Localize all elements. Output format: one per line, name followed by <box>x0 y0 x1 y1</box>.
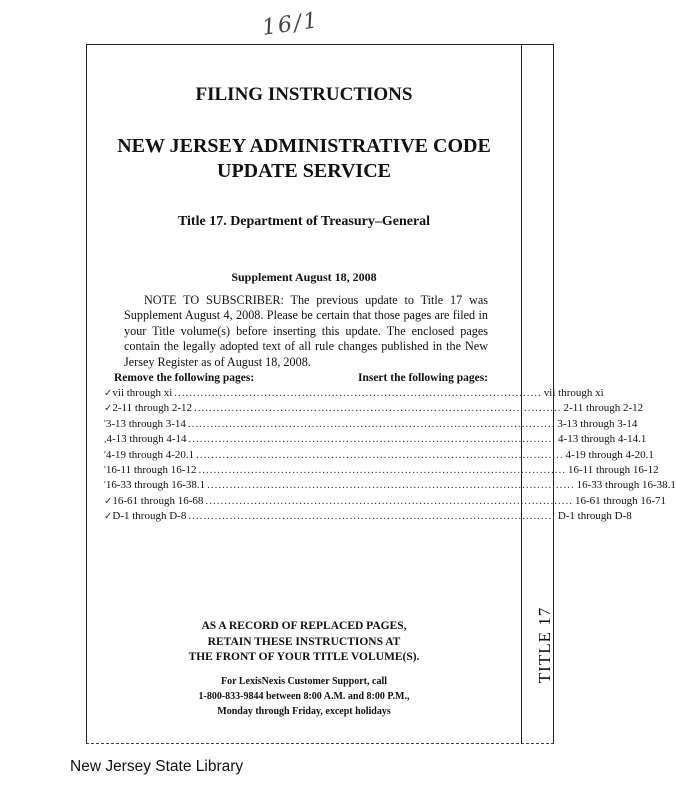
insert-pages: 4-19 through 4-20.1 <box>565 448 654 461</box>
insert-pages: D-1 through D-8 <box>557 510 632 523</box>
library-stamp: New Jersey State Library <box>70 758 244 775</box>
insert-pages: 2-11 through 2-12 <box>563 402 644 415</box>
remove-pages: D-1 through D-8 <box>112 510 187 523</box>
retain-line: RETAIN THESE INSTRUCTIONS AT <box>207 635 401 648</box>
handwritten-note: 16/1 <box>260 8 321 41</box>
code-title-line2: UPDATE SERVICE <box>217 160 391 182</box>
support-line: 1-800-833-9844 between 8:00 A.M. and 8:00 P.M., <box>198 691 410 703</box>
check-mark-icon: ✓ <box>104 403 113 415</box>
remove-pages: 16-61 through 16-68 <box>112 494 204 507</box>
page-row <box>104 478 676 493</box>
dot-leader: .................................................................................................. <box>188 510 556 523</box>
note-text: NOTE TO SUBSCRIBER: The previous update to Title 17 was Supplement August 4, 2008. Please be certain that those pages are filed in your Title volume(s) before inserting this update. The enclosed pages contain the legally adopted text of all rule changes published in the New Jersey Register as of August 18, 2008. <box>124 293 488 369</box>
title-name: Title 17. Department of Treasury–General <box>177 214 431 229</box>
check-mark-icon: ✓ <box>104 511 113 523</box>
supplement-date: Supplement August 18, 2008 <box>231 270 377 284</box>
page-row <box>104 463 659 478</box>
code-title-line1: NEW JERSEY ADMINISTRATIVE CODE <box>117 135 491 157</box>
remove-pages: 16-33 through 16-38.1 <box>105 479 206 492</box>
dot-leader: .................................................................................................. <box>188 433 557 446</box>
remove-header: Remove the following pages: <box>114 372 255 384</box>
check-mark-icon: , <box>104 434 107 446</box>
page-row <box>104 417 638 432</box>
remove-pages: 3-13 through 3-14 <box>105 417 186 430</box>
check-mark-icon: ✓ <box>104 388 113 399</box>
remove-pages: vii through xi <box>112 387 173 399</box>
dot-leader: .................................................................................................. <box>187 417 556 430</box>
subscriber-note <box>124 293 488 370</box>
dot-leader: .................................................................................................. <box>174 387 542 399</box>
customer-support <box>86 674 522 720</box>
remove-pages: 4-13 through 4-14 <box>106 433 187 446</box>
support-line: For LexisNexis Customer Support, call <box>220 676 387 687</box>
page-row <box>104 509 632 524</box>
insert-pages: 3-13 through 3-14 <box>557 417 638 430</box>
insert-pages: 16-11 through 16-12 <box>567 464 659 477</box>
page-title: FILING INSTRUCTIONS <box>195 84 413 105</box>
remove-pages: 16-11 through 16-12 <box>105 464 197 477</box>
dot-leader: .................................................................................................. <box>198 464 566 477</box>
retain-line: THE FRONT OF YOUR TITLE VOLUME(S). <box>188 651 420 663</box>
support-line: Monday through Friday, except holidays <box>217 706 391 718</box>
page-list <box>104 386 676 525</box>
insert-pages: vii through xi <box>543 387 604 399</box>
insert-pages: 4-13 through 4-14.1 <box>558 433 647 446</box>
insert-header: Insert the following pages: <box>357 372 488 384</box>
page-row <box>104 401 644 416</box>
tab-label: TITLE 17 <box>535 606 555 684</box>
check-mark-icon: ' <box>104 480 106 492</box>
page-row <box>104 448 654 463</box>
title-tab <box>533 605 557 685</box>
remove-pages: 4-19 through 4-20.1 <box>105 448 195 461</box>
retain-instructions <box>86 619 522 666</box>
page-row <box>104 386 604 401</box>
dot-leader: .................................................................................................. <box>207 479 575 492</box>
page-row <box>104 494 666 509</box>
insert-pages: 16-33 through 16-38.1 <box>576 479 676 492</box>
dot-leader: .................................................................................................. <box>205 494 573 507</box>
retain-line: AS A RECORD OF REPLACED PAGES, <box>201 620 407 632</box>
check-mark-icon: ' <box>104 465 106 477</box>
dot-leader: .................................................................................................. <box>196 448 564 461</box>
remove-pages: 2-11 through 2-12 <box>112 402 193 415</box>
insert-pages: 16-61 through 16-71 <box>574 494 666 507</box>
page-row <box>104 432 647 447</box>
dot-leader: .................................................................................................. <box>194 402 562 415</box>
check-mark-icon: ' <box>104 418 106 430</box>
check-mark-icon: ✓ <box>104 495 113 507</box>
check-mark-icon: ' <box>104 449 106 461</box>
